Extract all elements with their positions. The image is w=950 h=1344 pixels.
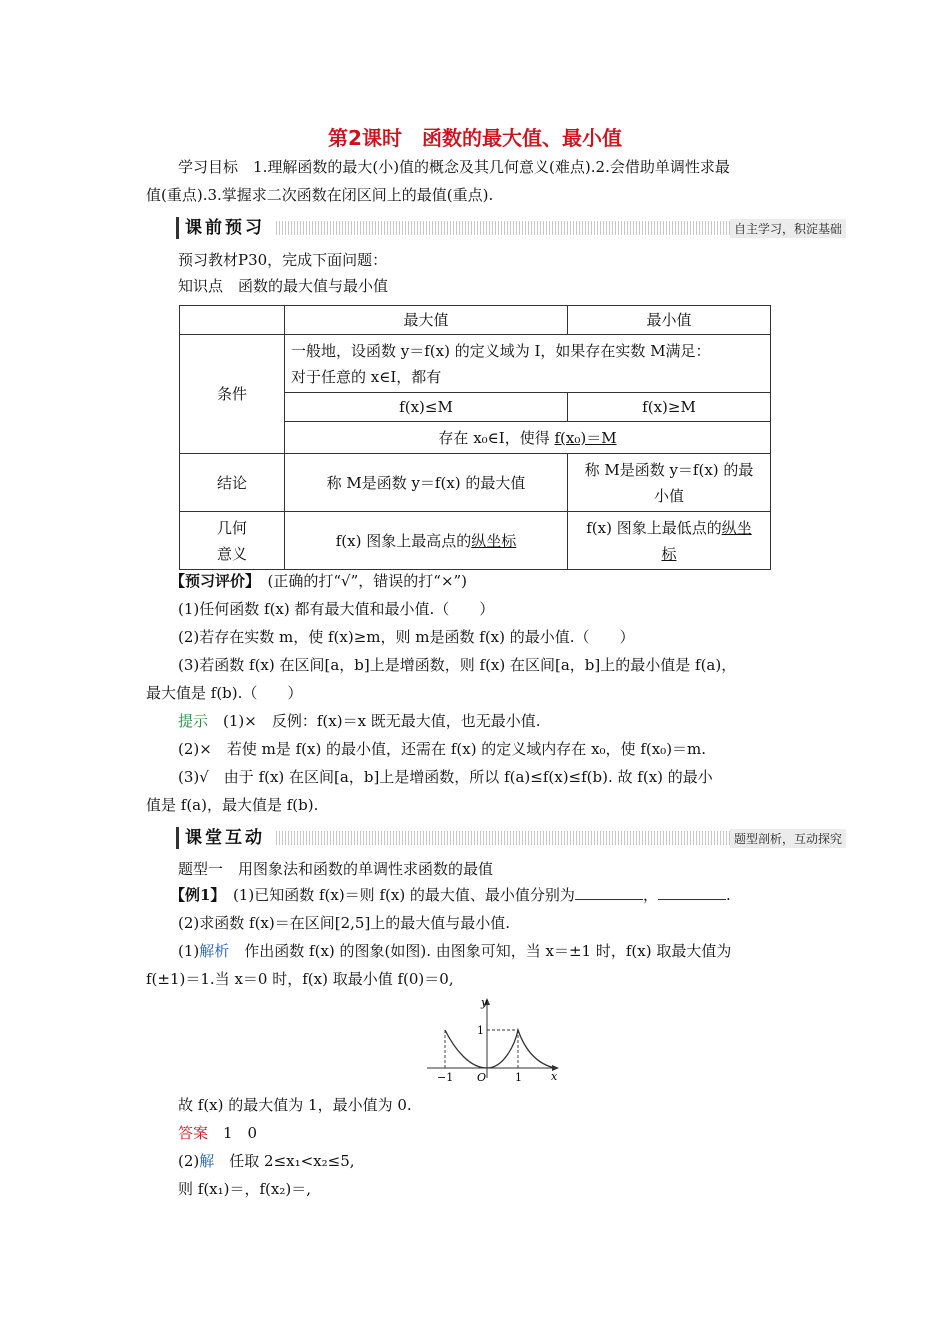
- origin-label: O: [477, 1071, 487, 1084]
- solution-1-conclusion: 故 f(x) 的最大值为 1，最小值为 0.: [178, 1096, 412, 1114]
- banner-heading: 课前预习: [176, 217, 271, 239]
- table-corner: [180, 306, 285, 335]
- solution2-text-1: 任取 2≤x₁<x₂≤5,: [214, 1152, 355, 1170]
- objectives-text-1: 1.理解函数的最大(小)值的概念及其几何意义(难点).2.会借助单调性求最: [253, 158, 730, 176]
- hint-3b: 值是 f(a)，最大值是 f(b).: [146, 796, 319, 814]
- table-condition-max: f(x)≤M: [285, 393, 568, 422]
- solution-prefix: (1): [178, 942, 200, 960]
- solution-text-1: 作出函数 f(x) 的图象(如图). 由图象可知，当 x＝±1 时，f(x) 取最大值为: [229, 942, 732, 960]
- geometry-min-underlined-2: 标: [661, 544, 677, 563]
- question-type-1: 题型一 用图象法和函数的单调性求函数的最值: [178, 860, 494, 878]
- answer-label: 答案: [178, 1124, 209, 1142]
- example-1-line: [170, 884, 830, 906]
- geometry-min-prefix: f(x) 图象上最低点的: [586, 518, 722, 537]
- y-label: y: [481, 996, 488, 1009]
- exist-equation: f(x₀)＝M: [554, 428, 617, 447]
- geometry-label-2: 意义: [216, 544, 247, 563]
- preview-intro: 预习教材P30，完成下面问题：: [178, 251, 388, 269]
- solution2-text-2: 则 f(x₁)＝，f(x₂)＝,: [178, 1180, 311, 1198]
- hint-3a: (3)√ 由于 f(x) 在区间[a，b]上是增函数，所以 f(a)≤f(x)≤f(b). 故 f(x) 的最小: [178, 768, 713, 786]
- solution-2-line1: [178, 1150, 838, 1172]
- table-exist-row: [285, 422, 771, 454]
- condition-text-2: 对于任意的 x∈I，都有: [291, 367, 442, 386]
- table-conclusion-min: [568, 454, 771, 512]
- solution-1-line2: f(±1)＝1.当 x＝0 时，f(x) 取最小值 f(0)＝0,: [146, 970, 454, 988]
- review-heading-line: [170, 570, 830, 592]
- hint-1: (1)× 反例：f(x)＝x 既无最大值，也无最小值.: [223, 712, 541, 730]
- example-q1: (1)已知函数 f(x)＝则 f(x) 的最大值、最小值分别为: [232, 886, 575, 904]
- exist-prefix: 存在 x₀∈I，使得: [438, 428, 555, 447]
- tick-y1: 1: [477, 1024, 484, 1037]
- function-curve: [445, 1030, 555, 1068]
- review-heading: 【预习评价】: [170, 572, 253, 590]
- answer-blank-1: [575, 885, 643, 900]
- conclusion-min-2: 小值: [653, 486, 684, 505]
- conclusion-min-1: 称 M是函数 y＝f(x) 的最: [584, 460, 754, 479]
- learning-objectives-line1: [146, 156, 806, 178]
- page-title: 第2课时 函数的最大值、最小值: [328, 126, 622, 150]
- example-label: 【例1】: [170, 886, 218, 904]
- table-label-condition: 条件: [180, 335, 285, 454]
- table-condition-min: f(x)≥M: [568, 393, 771, 422]
- objectives-text-2: 值(重点).3.掌握求二次函数在闭区间上的最值(重点).: [146, 186, 494, 204]
- hint-1-line: [178, 710, 838, 732]
- review-note: (正确的打“√”，错误的打“×”): [267, 572, 468, 590]
- table-conclusion-max: 称 M是函数 y＝f(x) 的最大值: [285, 454, 568, 512]
- table-label-conclusion: 结论: [180, 454, 285, 512]
- tick-1: 1: [515, 1071, 522, 1084]
- table-header-min: 最小值: [568, 306, 771, 335]
- review-q1: (1)任何函数 f(x) 都有最大值和最小值.（ ）: [178, 600, 495, 618]
- table-label-geometry: [180, 512, 285, 570]
- knowledge-point: 知识点 函数的最大值与最小值: [178, 277, 389, 295]
- banner-tag: 自主学习，积淀基础: [730, 219, 846, 238]
- objectives-label: 学习目标: [178, 158, 239, 176]
- answer-blank-2: [658, 885, 726, 900]
- table-header-max: 最大值: [285, 306, 568, 335]
- geometry-min-underlined-1: 纵坐: [721, 518, 752, 537]
- table-condition-text: [285, 335, 771, 393]
- example-q2: (2)求函数 f(x)＝在区间[2,5]上的最大值与最小值.: [178, 914, 511, 932]
- table-geometry-min: [568, 512, 771, 570]
- question-end: .: [725, 886, 731, 904]
- tick-neg1: −1: [437, 1071, 454, 1084]
- x-label: x: [551, 1070, 558, 1083]
- geometry-max-underlined: 纵坐标: [471, 531, 517, 550]
- review-q3b: 最大值是 f(b).（ ）: [146, 684, 303, 702]
- solution-label: 解析: [199, 942, 230, 960]
- review-q2: (2)若存在实数 m，使 f(x)≥m，则 m是函数 f(x) 的最小值.（ ）: [178, 628, 635, 646]
- hint-label: 提示: [178, 712, 209, 730]
- banner-heading: 课堂互动: [176, 827, 271, 849]
- geometry-label-1: 几何: [216, 518, 247, 537]
- hint-2: (2)× 若使 m是 f(x) 的最小值，还需在 f(x) 的定义域内存在 x₀，使 f(x₀)＝m.: [178, 740, 707, 758]
- blank-separator: ，: [642, 886, 658, 904]
- answer-line: [178, 1122, 838, 1144]
- table-geometry-max: [285, 512, 568, 570]
- function-graph: [425, 994, 565, 1084]
- section-banner-preview: [176, 217, 846, 239]
- geometry-max-prefix: f(x) 图象上最高点的: [335, 531, 472, 550]
- solution2-label: 解: [199, 1152, 215, 1170]
- knowledge-table: [179, 305, 771, 570]
- answer-value: 1 0: [208, 1124, 258, 1142]
- review-q3a: (3)若函数 f(x) 在区间[a，b]上是增函数，则 f(x) 在区间[a，b]上的最小值是 f(a)，: [178, 656, 737, 674]
- banner-tag: 题型剖析，互动探究: [730, 829, 846, 848]
- section-banner-interaction: [176, 827, 846, 849]
- solution2-prefix: (2): [178, 1152, 200, 1170]
- condition-text-1: 一般地，设函数 y＝f(x) 的定义域为 I，如果存在实数 M满足：: [291, 341, 711, 360]
- solution-1-line1: [178, 940, 838, 962]
